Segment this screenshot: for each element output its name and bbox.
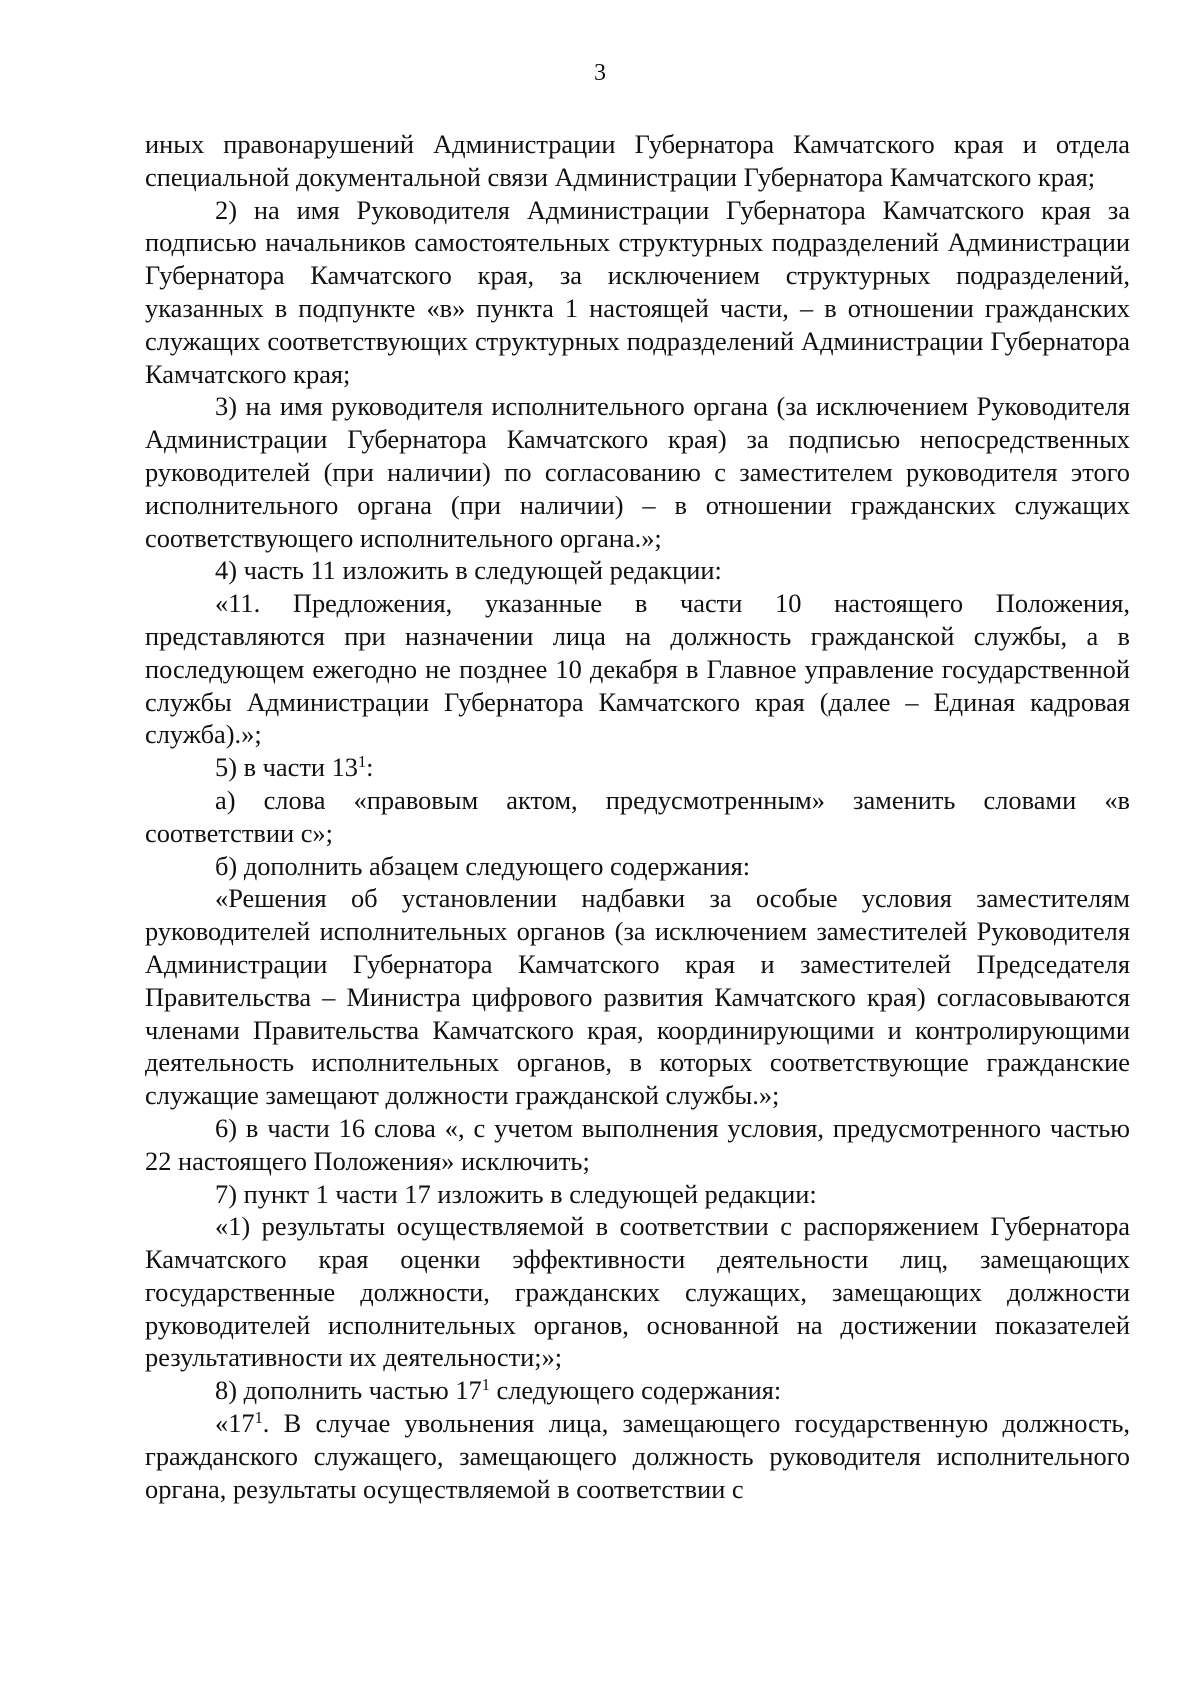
paragraph: 7) пункт 1 части 17 изложить в следующей редакции: <box>215 1178 817 1209</box>
paragraph-text: : <box>366 752 374 783</box>
paragraph: б) дополнить абзацем следующего содержания: <box>215 850 751 881</box>
paragraph: 2) на имя Руководителя Администрации Губернатора Камчатского края за подписью начальников самостоятельных структурных подразделений Администрации Губернатора Камчатского края, за исключением структурных подразделений, указанных в подпункте «в» пункта 1 настоящей части, – в отношении гражданских служащих соответствующих структурных подразделений Администрации Губернатора Камчатского края; <box>145 194 1130 389</box>
superscript: 1 <box>481 1375 490 1395</box>
paragraph-text: следующего содержания: <box>489 1375 782 1406</box>
paragraph <box>145 751 1130 784</box>
paragraph-text: 8) дополнить частью 17 <box>215 1375 482 1406</box>
page-number: 3 <box>594 60 606 86</box>
paragraph <box>145 1374 1130 1407</box>
paragraph: а) слова «правовым актом, предусмотренным» заменить словами «в соответствии с»; <box>145 784 1130 848</box>
paragraph: «11. Предложения, указанные в части 10 настоящего Положения, представляются при назначении лица на должность гражданской службы, а в последующем ежегодно не позднее 10 декабря в Главное управление государственной службы Администрации Губернатора Камчатского края (далее – Единая кадровая служба).»; <box>145 588 1130 750</box>
paragraph-text: . В случае увольнения лица, замещающего государственную должность, гражданского служащего, замещающего должность руководителя исполнительного органа, результаты осуществляемой в соответствии с <box>145 1408 1130 1504</box>
paragraph: иных правонарушений Администрации Губернатора Камчатского края и отдела специальной документальной связи Администрации Губернатора Камчатского края; <box>145 129 1130 192</box>
paragraph <box>145 1407 1130 1505</box>
paragraph: 6) в части 16 слова «, с учетом выполнения условия, предусмотренного частью 22 настоящего Положения» исключить; <box>145 1112 1130 1176</box>
paragraph: «Решения об установлении надбавки за особые условия заместителям руководителей исполнительных органов (за исключением заместителей Руководителя Администрации Губернатора Камчатского края и заместителей Председателя Правительства – Министра цифрового развития Камчатского края) согласовываются членами Правительства Камчатского края, координирующими и контролирующими деятельность исполнительных органов, в которых соответствующие гражданские служащие замещают должности гражданской службы.»; <box>145 883 1130 1111</box>
paragraph: 3) на имя руководителя исполнительного органа (за исключением Руководителя Администрации Губернатора Камчатского края) за подписью непосредственных руководителей (при наличии) по согласованию с заместителем руководителя этого исполнительного органа (при наличии) – в отношении гражданских служащих соответствующего исполнительного органа.»; <box>145 391 1130 553</box>
superscript: 1 <box>357 752 367 772</box>
paragraph: «1) результаты осуществляемой в соответствии с распоряжением Губернатора Камчатского края оценки эффективности деятельности лиц, замещающих государственные должности, гражданских служащих, замещающих должности руководителей исполнительных органов, основанной на достижении показателей результативности их деятельности;»; <box>145 1211 1130 1373</box>
paragraph-text: «17 <box>215 1408 255 1439</box>
paragraph-text: 5) в части 13 <box>215 752 358 783</box>
document-body <box>145 128 1130 1505</box>
superscript: 1 <box>254 1408 263 1428</box>
paragraph: 4) часть 11 изложить в следующей редакции: <box>215 555 722 586</box>
